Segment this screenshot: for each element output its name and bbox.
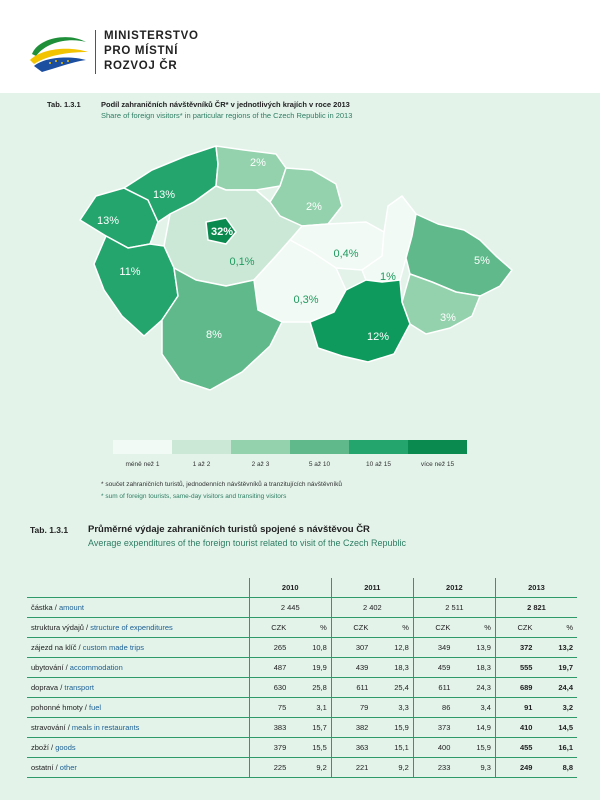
- label-separator: /: [48, 743, 56, 752]
- map-table-id: Tab. 1.3.1: [47, 100, 81, 109]
- row-label-en: goods: [55, 743, 76, 752]
- row-label-en: transport: [64, 683, 94, 692]
- amount-cell: 2 821: [495, 598, 577, 618]
- table-cell: 15,9: [454, 738, 495, 758]
- table-cell: 24,4: [536, 678, 577, 698]
- table-cell: 19,9: [290, 658, 331, 678]
- organization-name-line: ROZVOJ ČR: [104, 60, 178, 72]
- table-cell: 630: [249, 678, 290, 698]
- row-label-cz: zboží: [31, 743, 49, 752]
- table-cell: 455: [495, 738, 536, 758]
- amount-cell: 2 445: [249, 598, 331, 618]
- region-label: 5%: [474, 255, 490, 267]
- table-cell: 611: [413, 678, 454, 698]
- region-label: 8%: [206, 329, 222, 341]
- table-cell: 3,4: [454, 698, 495, 718]
- row-label-en: other: [59, 763, 77, 772]
- expenditure-title-cz: Průměrné výdaje zahraničních turistů spojené s návštěvou ČR: [88, 524, 370, 535]
- table-cell: 410: [495, 718, 536, 738]
- unit-cell: CZK: [249, 618, 290, 638]
- row-label-en: fuel: [88, 703, 102, 712]
- region-label: 1%: [380, 271, 396, 283]
- table-row: [27, 758, 577, 778]
- table-row: [27, 638, 577, 658]
- year-header: 2010: [249, 578, 331, 598]
- expenditure-table-id: Tab. 1.3.1: [30, 525, 69, 535]
- legend-swatch: [172, 440, 231, 454]
- region-label: 3%: [440, 312, 456, 324]
- table-cell: 79: [331, 698, 372, 718]
- organization-name: [104, 29, 199, 74]
- row-label-en: accommodation: [69, 663, 123, 672]
- table-cell: 555: [495, 658, 536, 678]
- table-row: [27, 738, 577, 758]
- table-cell: 15,9: [372, 718, 413, 738]
- table-cell: 3,2: [536, 698, 577, 718]
- table-cell: 3,1: [290, 698, 331, 718]
- amount-row: [27, 598, 577, 618]
- row-label-cz: doprava: [31, 683, 59, 692]
- table-cell: 689: [495, 678, 536, 698]
- table-cell: 487: [249, 658, 290, 678]
- region-label: 11%: [119, 266, 141, 278]
- unit-cell: CZK: [495, 618, 536, 638]
- label-separator: /: [58, 683, 65, 692]
- region-label: 2%: [250, 157, 266, 169]
- table-cell: 379: [249, 738, 290, 758]
- row-label-en: amount: [58, 603, 84, 612]
- amount-cell: 2 511: [413, 598, 495, 618]
- table-cell: 372: [495, 638, 536, 658]
- row-label-cz: stravování: [31, 723, 66, 732]
- table-row: [27, 678, 577, 698]
- page-header: [0, 0, 600, 93]
- region-label: 13%: [96, 215, 120, 227]
- expenditure-title-en: Average expenditures of the foreign tourist related to visit of the Czech Republic: [88, 538, 407, 548]
- region-label: 0,1%: [229, 256, 255, 268]
- table-cell: 15,7: [290, 718, 331, 738]
- legend-label: 10 až 15: [366, 461, 391, 468]
- map-title-en: Share of foreign visitors* in particular regions of the Czech Republic in 2013: [101, 111, 353, 120]
- expenditure-table: [27, 578, 577, 778]
- table-cell: 8,8: [536, 758, 577, 778]
- table-cell: 15,1: [372, 738, 413, 758]
- table-row: [27, 698, 577, 718]
- table-cell: 19,7: [536, 658, 577, 678]
- table-cell: 18,3: [372, 658, 413, 678]
- map-title-cz: Podíl zahraničních návštěvníků ČR* v jednotlivých krajích v roce 2013: [101, 100, 350, 109]
- table-cell: 363: [331, 738, 372, 758]
- table-cell: 13,2: [536, 638, 577, 658]
- region-label: 12%: [366, 331, 390, 343]
- table-cell: 9,2: [290, 758, 331, 778]
- row-label-cz: zájezd na klíč: [31, 643, 77, 652]
- table-cell: 75: [249, 698, 290, 718]
- table-cell: 18,3: [454, 658, 495, 678]
- legend-labels: [113, 461, 467, 468]
- legend-label: 5 až 10: [308, 461, 331, 468]
- table-header-row: [27, 578, 577, 598]
- region-label: 13%: [152, 189, 176, 201]
- row-label-cz: ubytování: [31, 663, 64, 672]
- table-cell: 400: [413, 738, 454, 758]
- label-separator: /: [82, 703, 89, 712]
- legend-swatch: [408, 440, 467, 454]
- table-row: [27, 718, 577, 738]
- row-label-cz: ostatní: [31, 763, 54, 772]
- table-cell: 25,8: [290, 678, 331, 698]
- label-separator: /: [52, 603, 59, 612]
- label-separator: /: [76, 643, 83, 652]
- label-separator: /: [83, 623, 91, 632]
- legend-swatch: [231, 440, 290, 454]
- table-cell: 382: [331, 718, 372, 738]
- table-cell: 13,9: [454, 638, 495, 658]
- amount-cell: 2 402: [331, 598, 413, 618]
- legend-label: více než 15: [420, 461, 455, 468]
- table-row: [27, 658, 577, 678]
- table-cell: 14,5: [536, 718, 577, 738]
- row-label-cz: struktura výdajů: [31, 623, 84, 632]
- label-separator: /: [63, 663, 70, 672]
- unit-cell: CZK: [413, 618, 454, 638]
- map-legend: [113, 440, 467, 456]
- expenditure-rows: [27, 638, 577, 778]
- region-label: 32%: [210, 226, 234, 238]
- row-label-en: structure of expenditures: [90, 623, 173, 632]
- row-label-cz: pohonné hmoty: [31, 703, 83, 712]
- row-label-en: custom made trips: [82, 643, 144, 652]
- table-cell: 86: [413, 698, 454, 718]
- table-cell: 307: [331, 638, 372, 658]
- label-separator: /: [65, 723, 72, 732]
- table-cell: 16,1: [536, 738, 577, 758]
- unit-cell: %: [290, 618, 331, 638]
- footnote-en: * sum of foreign tourists, same-day visitors and transiting visitors: [101, 493, 287, 500]
- table-cell: 3,3: [372, 698, 413, 718]
- table-cell: 383: [249, 718, 290, 738]
- table-cell: 9,2: [372, 758, 413, 778]
- table-cell: 24,3: [454, 678, 495, 698]
- table-cell: 611: [331, 678, 372, 698]
- table-cell: 91: [495, 698, 536, 718]
- legend-label: méně než 1: [125, 461, 160, 468]
- unit-cell: %: [536, 618, 577, 638]
- table-cell: 349: [413, 638, 454, 658]
- table-cell: 233: [413, 758, 454, 778]
- legend-label: 1 až 2: [192, 461, 211, 468]
- row-label-en: meals in restaurants: [71, 723, 140, 732]
- table-cell: 9,3: [454, 758, 495, 778]
- table-cell: 249: [495, 758, 536, 778]
- legend-swatch: [290, 440, 349, 454]
- table-cell: 15,5: [290, 738, 331, 758]
- region-label: 2%: [306, 201, 322, 213]
- footnote-cz: * součet zahraničních turistů, jednodenních návštěvníků a tranzitujících návštěvníků: [101, 481, 342, 488]
- year-header: 2013: [495, 578, 577, 598]
- table-cell: 10,8: [290, 638, 331, 658]
- table-cell: 25,4: [372, 678, 413, 698]
- table-cell: 439: [331, 658, 372, 678]
- logo-divider: [95, 30, 96, 74]
- legend-swatch: [113, 440, 172, 454]
- unit-row: [27, 618, 577, 638]
- region-label: 0,3%: [293, 294, 319, 306]
- organization-name-line: MINISTERSTVO: [104, 30, 199, 42]
- row-label-cz: částka: [31, 603, 53, 612]
- unit-cell: %: [454, 618, 495, 638]
- table-cell: 225: [249, 758, 290, 778]
- table-cell: 265: [249, 638, 290, 658]
- region-label: 0,4%: [333, 248, 359, 260]
- legend-label: 2 až 3: [251, 461, 270, 468]
- table-cell: 14,9: [454, 718, 495, 738]
- table-cell: 221: [331, 758, 372, 778]
- table-cell: 459: [413, 658, 454, 678]
- organization-name-line: PRO MÍSTNÍ: [104, 45, 179, 57]
- legend-swatch: [349, 440, 408, 454]
- unit-cell: CZK: [331, 618, 372, 638]
- year-header: 2012: [413, 578, 495, 598]
- ministry-logo: [28, 30, 90, 74]
- unit-cell: %: [372, 618, 413, 638]
- regions-map: [66, 140, 536, 400]
- table-cell: 373: [413, 718, 454, 738]
- table-cell: 12,8: [372, 638, 413, 658]
- label-separator: /: [53, 763, 60, 772]
- year-header: 2011: [331, 578, 413, 598]
